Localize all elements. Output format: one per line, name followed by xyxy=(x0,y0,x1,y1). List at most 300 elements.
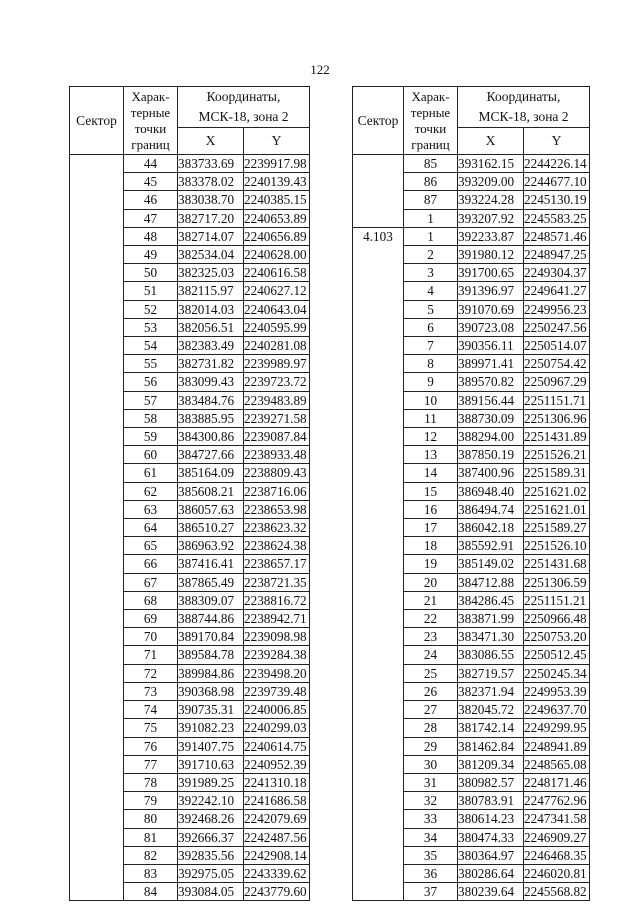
y-coordinate-cell: 2239498.20 xyxy=(244,664,310,682)
point-number-cell: 77 xyxy=(124,755,178,773)
x-coordinate-cell: 391082.23 xyxy=(178,719,244,737)
y-coordinate-cell: 2238657.17 xyxy=(244,555,310,573)
x-coordinate-cell: 384727.66 xyxy=(178,446,244,464)
table-row xyxy=(353,318,590,336)
x-coordinate-cell: 387865.49 xyxy=(178,573,244,591)
sector-cell xyxy=(70,701,124,719)
table-row xyxy=(70,373,310,391)
x-coordinate-cell: 391396.97 xyxy=(458,282,524,300)
sector-cell xyxy=(70,155,124,173)
table-row xyxy=(353,355,590,373)
table-row xyxy=(353,682,590,700)
x-coordinate-cell: 392975.05 xyxy=(178,864,244,882)
y-coordinate-cell: 2239483.89 xyxy=(244,391,310,409)
point-number-cell: 10 xyxy=(404,391,458,409)
x-coordinate-cell: 386963.92 xyxy=(178,537,244,555)
y-coordinate-cell: 2250512.45 xyxy=(524,646,590,664)
x-coordinate-cell: 382719.57 xyxy=(458,664,524,682)
table-row xyxy=(70,610,310,628)
x-coordinate-cell: 389156.44 xyxy=(458,391,524,409)
y-coordinate-cell: 2247341.58 xyxy=(524,810,590,828)
y-coordinate-cell: 2251621.01 xyxy=(524,500,590,518)
x-coordinate-cell: 392835.56 xyxy=(178,846,244,864)
table-row xyxy=(70,464,310,482)
table-row xyxy=(353,555,590,573)
point-number-cell: 45 xyxy=(124,173,178,191)
sector-cell xyxy=(70,755,124,773)
point-number-cell: 12 xyxy=(404,428,458,446)
table-row xyxy=(70,246,310,264)
y-coordinate-cell: 2249304.37 xyxy=(524,264,590,282)
table-row xyxy=(70,482,310,500)
table-row xyxy=(70,773,310,791)
x-coordinate-cell: 381742.14 xyxy=(458,719,524,737)
y-coordinate-cell: 2238942.71 xyxy=(244,610,310,628)
y-coordinate-cell: 2239271.58 xyxy=(244,409,310,427)
point-number-cell: 11 xyxy=(404,409,458,427)
y-coordinate-cell: 2239723.72 xyxy=(244,373,310,391)
sector-cell xyxy=(70,246,124,264)
point-number-cell: 46 xyxy=(124,191,178,209)
point-number-cell: 29 xyxy=(404,737,458,755)
table-row xyxy=(70,337,310,355)
sector-cell xyxy=(353,792,404,810)
x-coordinate-cell: 387416.41 xyxy=(178,555,244,573)
point-number-cell: 34 xyxy=(404,828,458,846)
sector-cell xyxy=(70,573,124,591)
point-number-cell: 57 xyxy=(124,391,178,409)
y-coordinate-cell: 2250753.20 xyxy=(524,628,590,646)
y-coordinate-cell: 2240656.89 xyxy=(244,227,310,245)
table-row xyxy=(70,500,310,518)
sector-cell xyxy=(70,773,124,791)
table-row xyxy=(353,846,590,864)
left-coordinates-table xyxy=(69,86,310,901)
sector-cell xyxy=(353,810,404,828)
y-coordinate-cell: 2249641.27 xyxy=(524,282,590,300)
point-number-cell: 71 xyxy=(124,646,178,664)
point-number-cell: 81 xyxy=(124,828,178,846)
x-coordinate-cell: 382714.07 xyxy=(178,227,244,245)
sector-cell xyxy=(353,482,404,500)
sector-cell xyxy=(353,173,404,191)
point-number-cell: 47 xyxy=(124,209,178,227)
y-coordinate-cell: 2240385.15 xyxy=(244,191,310,209)
sector-cell xyxy=(353,773,404,791)
x-coordinate-cell: 385592.91 xyxy=(458,537,524,555)
y-coordinate-cell: 2240616.58 xyxy=(244,264,310,282)
point-number-cell: 33 xyxy=(404,810,458,828)
sector-cell xyxy=(353,155,404,173)
table-row xyxy=(353,264,590,282)
point-number-cell: 85 xyxy=(404,155,458,173)
point-number-cell: 28 xyxy=(404,719,458,737)
table-row xyxy=(353,719,590,737)
header-coordinates: Координаты, МСК-18, зона 2 xyxy=(458,87,590,128)
sector-cell xyxy=(70,537,124,555)
y-coordinate-cell: 2246468.35 xyxy=(524,846,590,864)
y-coordinate-cell: 2242487.56 xyxy=(244,828,310,846)
y-coordinate-cell: 2251526.21 xyxy=(524,446,590,464)
sector-cell xyxy=(70,846,124,864)
x-coordinate-cell: 382534.04 xyxy=(178,246,244,264)
y-coordinate-cell: 2251306.59 xyxy=(524,573,590,591)
point-number-cell: 54 xyxy=(124,337,178,355)
y-coordinate-cell: 2251431.68 xyxy=(524,555,590,573)
x-coordinate-cell: 382717.20 xyxy=(178,209,244,227)
y-coordinate-cell: 2249299.95 xyxy=(524,719,590,737)
x-coordinate-cell: 390356.11 xyxy=(458,337,524,355)
x-coordinate-cell: 392242.10 xyxy=(178,792,244,810)
sector-cell xyxy=(70,446,124,464)
y-coordinate-cell: 2239917.98 xyxy=(244,155,310,173)
point-number-cell: 82 xyxy=(124,846,178,864)
sector-cell xyxy=(353,555,404,573)
sector-cell xyxy=(70,719,124,737)
sector-cell xyxy=(353,355,404,373)
x-coordinate-cell: 388294.00 xyxy=(458,428,524,446)
x-coordinate-cell: 382731.82 xyxy=(178,355,244,373)
x-coordinate-cell: 392468.26 xyxy=(178,810,244,828)
sector-cell xyxy=(70,810,124,828)
sector-cell xyxy=(70,209,124,227)
x-coordinate-cell: 393209.00 xyxy=(458,173,524,191)
x-coordinate-cell: 380239.64 xyxy=(458,883,524,901)
point-number-cell: 24 xyxy=(404,646,458,664)
x-coordinate-cell: 388730.09 xyxy=(458,409,524,427)
point-number-cell: 20 xyxy=(404,573,458,591)
right-table-body xyxy=(353,155,590,901)
x-coordinate-cell: 380474.33 xyxy=(458,828,524,846)
sector-cell xyxy=(353,610,404,628)
sector-cell xyxy=(353,646,404,664)
y-coordinate-cell: 2250967.29 xyxy=(524,373,590,391)
table-row xyxy=(353,864,590,882)
sector-cell xyxy=(353,828,404,846)
sector-cell xyxy=(353,191,404,209)
x-coordinate-cell: 383471.30 xyxy=(458,628,524,646)
table-row xyxy=(70,519,310,537)
x-coordinate-cell: 393224.28 xyxy=(458,191,524,209)
sector-cell xyxy=(353,246,404,264)
point-number-cell: 87 xyxy=(404,191,458,209)
x-coordinate-cell: 389984.86 xyxy=(178,664,244,682)
point-number-cell: 3 xyxy=(404,264,458,282)
sector-cell xyxy=(353,300,404,318)
table-row xyxy=(353,810,590,828)
sector-cell xyxy=(353,701,404,719)
point-number-cell: 76 xyxy=(124,737,178,755)
y-coordinate-cell: 2250754.42 xyxy=(524,355,590,373)
table-row xyxy=(353,773,590,791)
table-row xyxy=(353,428,590,446)
point-number-cell: 61 xyxy=(124,464,178,482)
point-number-cell: 17 xyxy=(404,519,458,537)
y-coordinate-cell: 2251621.02 xyxy=(524,482,590,500)
table-row xyxy=(70,810,310,828)
point-number-cell: 69 xyxy=(124,610,178,628)
table-row xyxy=(70,282,310,300)
sector-cell xyxy=(70,355,124,373)
point-number-cell: 86 xyxy=(404,173,458,191)
point-number-cell: 13 xyxy=(404,446,458,464)
point-number-cell: 74 xyxy=(124,701,178,719)
sector-cell xyxy=(353,337,404,355)
table-row xyxy=(353,628,590,646)
x-coordinate-cell: 391989.25 xyxy=(178,773,244,791)
y-coordinate-cell: 2250514.07 xyxy=(524,337,590,355)
point-number-cell: 35 xyxy=(404,846,458,864)
y-coordinate-cell: 2240139.43 xyxy=(244,173,310,191)
y-coordinate-cell: 2250247.56 xyxy=(524,318,590,336)
table-row xyxy=(353,519,590,537)
y-coordinate-cell: 2246909.27 xyxy=(524,828,590,846)
sector-cell xyxy=(70,664,124,682)
point-number-cell: 9 xyxy=(404,373,458,391)
x-coordinate-cell: 380286.64 xyxy=(458,864,524,882)
table-row xyxy=(353,300,590,318)
header-coordinates: Координаты, МСК-18, зона 2 xyxy=(178,87,310,128)
table-row xyxy=(353,373,590,391)
table-row xyxy=(70,664,310,682)
y-coordinate-cell: 2238933.48 xyxy=(244,446,310,464)
x-coordinate-cell: 385149.02 xyxy=(458,555,524,573)
point-number-cell: 16 xyxy=(404,500,458,518)
y-coordinate-cell: 2240643.04 xyxy=(244,300,310,318)
point-number-cell: 65 xyxy=(124,537,178,555)
table-row xyxy=(353,409,590,427)
point-number-cell: 23 xyxy=(404,628,458,646)
x-coordinate-cell: 383484.76 xyxy=(178,391,244,409)
header-sector: Сектор xyxy=(70,87,124,155)
sector-cell xyxy=(70,792,124,810)
table-row xyxy=(353,573,590,591)
y-coordinate-cell: 2249953.39 xyxy=(524,682,590,700)
y-coordinate-cell: 2251431.89 xyxy=(524,428,590,446)
y-coordinate-cell: 2242079.69 xyxy=(244,810,310,828)
point-number-cell: 84 xyxy=(124,883,178,901)
point-number-cell: 8 xyxy=(404,355,458,373)
point-number-cell: 19 xyxy=(404,555,458,573)
x-coordinate-cell: 382045.72 xyxy=(458,701,524,719)
table-row xyxy=(353,646,590,664)
y-coordinate-cell: 2248171.46 xyxy=(524,773,590,791)
table-row xyxy=(353,155,590,173)
point-number-cell: 4 xyxy=(404,282,458,300)
table-row xyxy=(70,391,310,409)
sector-cell xyxy=(70,464,124,482)
table-row xyxy=(353,664,590,682)
x-coordinate-cell: 386042.18 xyxy=(458,519,524,537)
table-row xyxy=(70,264,310,282)
x-coordinate-cell: 381462.84 xyxy=(458,737,524,755)
y-coordinate-cell: 2248565.08 xyxy=(524,755,590,773)
table-row xyxy=(353,191,590,209)
x-coordinate-cell: 386948.40 xyxy=(458,482,524,500)
point-number-cell: 48 xyxy=(124,227,178,245)
x-coordinate-cell: 390735.31 xyxy=(178,701,244,719)
table-row xyxy=(353,446,590,464)
point-number-cell: 80 xyxy=(124,810,178,828)
point-number-cell: 79 xyxy=(124,792,178,810)
y-coordinate-cell: 2239739.48 xyxy=(244,682,310,700)
table-row xyxy=(353,482,590,500)
x-coordinate-cell: 391070.69 xyxy=(458,300,524,318)
table-row xyxy=(70,155,310,173)
sector-cell xyxy=(353,846,404,864)
sector-cell xyxy=(70,191,124,209)
y-coordinate-cell: 2251151.71 xyxy=(524,391,590,409)
point-number-cell: 1 xyxy=(404,209,458,227)
sector-cell xyxy=(353,737,404,755)
y-coordinate-cell: 2245130.19 xyxy=(524,191,590,209)
sector-cell: 4.103 xyxy=(353,227,404,245)
x-coordinate-cell: 383733.69 xyxy=(178,155,244,173)
sector-cell xyxy=(353,682,404,700)
point-number-cell: 22 xyxy=(404,610,458,628)
sector-cell xyxy=(70,555,124,573)
y-coordinate-cell: 2245568.82 xyxy=(524,883,590,901)
table-row xyxy=(70,428,310,446)
sector-cell xyxy=(353,391,404,409)
sector-cell xyxy=(70,500,124,518)
header-y: Y xyxy=(524,128,590,155)
y-coordinate-cell: 2243779.60 xyxy=(244,883,310,901)
point-number-cell: 6 xyxy=(404,318,458,336)
table-row xyxy=(70,682,310,700)
point-number-cell: 31 xyxy=(404,773,458,791)
x-coordinate-cell: 385164.09 xyxy=(178,464,244,482)
table-row xyxy=(70,300,310,318)
point-number-cell: 49 xyxy=(124,246,178,264)
point-number-cell: 27 xyxy=(404,701,458,719)
table-row xyxy=(353,737,590,755)
point-number-cell: 37 xyxy=(404,883,458,901)
table-row xyxy=(70,701,310,719)
sector-cell xyxy=(70,482,124,500)
y-coordinate-cell: 2238716.06 xyxy=(244,482,310,500)
table-row xyxy=(70,227,310,245)
x-coordinate-cell: 389570.82 xyxy=(458,373,524,391)
sector-cell xyxy=(353,537,404,555)
table-row xyxy=(70,555,310,573)
sector-cell xyxy=(353,519,404,537)
point-number-cell: 18 xyxy=(404,537,458,555)
point-number-cell: 83 xyxy=(124,864,178,882)
sector-cell xyxy=(70,282,124,300)
sector-cell xyxy=(70,409,124,427)
table-row xyxy=(353,464,590,482)
point-number-cell: 32 xyxy=(404,792,458,810)
y-coordinate-cell: 2238624.38 xyxy=(244,537,310,555)
y-coordinate-cell: 2251306.96 xyxy=(524,409,590,427)
sector-cell xyxy=(70,628,124,646)
header-x: X xyxy=(178,128,244,155)
table-row xyxy=(70,828,310,846)
sector-cell xyxy=(70,173,124,191)
y-coordinate-cell: 2245583.25 xyxy=(524,209,590,227)
y-coordinate-cell: 2239098.98 xyxy=(244,628,310,646)
x-coordinate-cell: 393084.05 xyxy=(178,883,244,901)
x-coordinate-cell: 382056.51 xyxy=(178,318,244,336)
sector-cell xyxy=(353,373,404,391)
header-sector: Сектор xyxy=(353,87,404,155)
point-number-cell: 67 xyxy=(124,573,178,591)
table-row xyxy=(353,391,590,409)
x-coordinate-cell: 382325.03 xyxy=(178,264,244,282)
x-coordinate-cell: 391980.12 xyxy=(458,246,524,264)
y-coordinate-cell: 2249956.23 xyxy=(524,300,590,318)
table-row xyxy=(70,591,310,609)
y-coordinate-cell: 2241686.58 xyxy=(244,792,310,810)
sector-cell xyxy=(70,373,124,391)
point-number-cell: 75 xyxy=(124,719,178,737)
point-number-cell: 66 xyxy=(124,555,178,573)
y-coordinate-cell: 2251589.27 xyxy=(524,519,590,537)
point-number-cell: 59 xyxy=(124,428,178,446)
y-coordinate-cell: 2240952.39 xyxy=(244,755,310,773)
sector-cell xyxy=(353,573,404,591)
sector-cell xyxy=(353,591,404,609)
header-points: Харак- терные точки границ xyxy=(404,87,458,155)
point-number-cell: 62 xyxy=(124,482,178,500)
x-coordinate-cell: 390368.98 xyxy=(178,682,244,700)
table-row xyxy=(353,246,590,264)
table-row xyxy=(353,173,590,191)
sector-cell xyxy=(353,664,404,682)
x-coordinate-cell: 389584.78 xyxy=(178,646,244,664)
table-row xyxy=(70,537,310,555)
sector-cell xyxy=(353,264,404,282)
x-coordinate-cell: 383038.70 xyxy=(178,191,244,209)
y-coordinate-cell: 2244226.14 xyxy=(524,155,590,173)
x-coordinate-cell: 393207.92 xyxy=(458,209,524,227)
header-y: Y xyxy=(244,128,310,155)
x-coordinate-cell: 384712.88 xyxy=(458,573,524,591)
table-row xyxy=(353,227,590,245)
sector-cell xyxy=(70,737,124,755)
y-coordinate-cell: 2247762.96 xyxy=(524,792,590,810)
y-coordinate-cell: 2251151.21 xyxy=(524,591,590,609)
x-coordinate-cell: 383378.02 xyxy=(178,173,244,191)
header-points: Харак- терные точки границ xyxy=(124,87,178,155)
point-number-cell: 72 xyxy=(124,664,178,682)
y-coordinate-cell: 2238721.35 xyxy=(244,573,310,591)
y-coordinate-cell: 2248571.46 xyxy=(524,227,590,245)
table-row xyxy=(70,737,310,755)
y-coordinate-cell: 2246020.81 xyxy=(524,864,590,882)
y-coordinate-cell: 2248947.25 xyxy=(524,246,590,264)
y-coordinate-cell: 2240299.03 xyxy=(244,719,310,737)
x-coordinate-cell: 386510.27 xyxy=(178,519,244,537)
x-coordinate-cell: 380783.91 xyxy=(458,792,524,810)
x-coordinate-cell: 392666.37 xyxy=(178,828,244,846)
point-number-cell: 63 xyxy=(124,500,178,518)
table-row xyxy=(70,846,310,864)
right-coordinates-table xyxy=(352,86,590,901)
table-row xyxy=(70,446,310,464)
table-row xyxy=(353,701,590,719)
x-coordinate-cell: 393162.15 xyxy=(458,155,524,173)
table-row xyxy=(353,209,590,227)
table-row xyxy=(353,591,590,609)
point-number-cell: 2 xyxy=(404,246,458,264)
point-number-cell: 70 xyxy=(124,628,178,646)
sector-cell xyxy=(353,883,404,901)
x-coordinate-cell: 390723.08 xyxy=(458,318,524,336)
point-number-cell: 60 xyxy=(124,446,178,464)
table-row xyxy=(353,828,590,846)
